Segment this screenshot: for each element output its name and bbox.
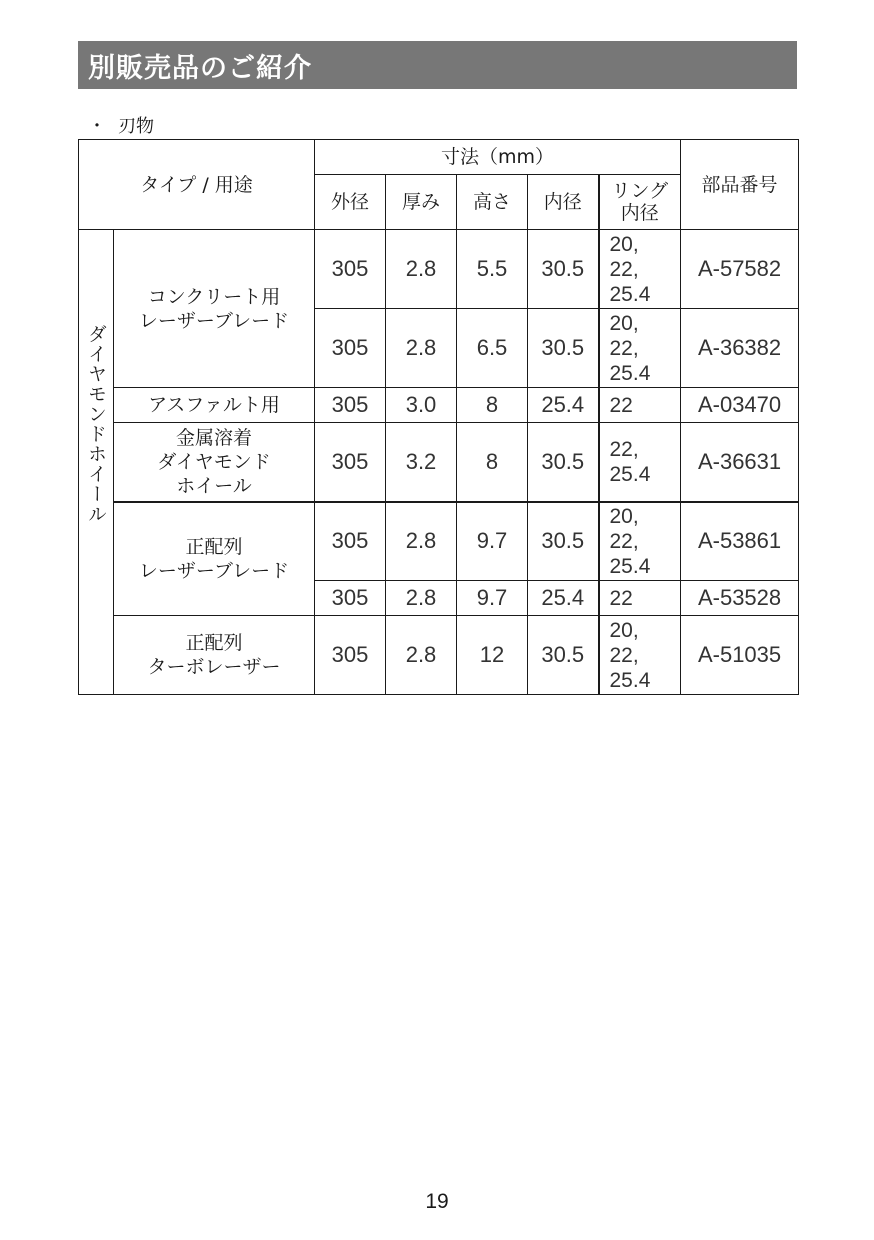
section-title-bar xyxy=(78,41,797,89)
ring-value: 20, xyxy=(609,311,639,335)
header-type-use: タイプ / 用途 xyxy=(79,140,315,230)
height-cell: 6.5 xyxy=(457,309,528,388)
outer-diameter-cell: 305 xyxy=(315,502,386,581)
thickness-cell: 2.8 xyxy=(386,230,457,309)
outer-diameter-cell: 305 xyxy=(315,423,386,502)
ring-value: 22, xyxy=(609,437,639,461)
ring-inner-diameter-cell xyxy=(599,230,681,309)
type-line: 正配列 xyxy=(185,535,243,558)
thickness-cell: 3.0 xyxy=(386,388,457,423)
inner-diameter-cell: 30.5 xyxy=(528,502,599,581)
type-cell xyxy=(114,388,315,423)
ring-value: 22, xyxy=(609,529,639,553)
inner-diameter-cell: 30.5 xyxy=(528,616,599,695)
thickness-cell: 2.8 xyxy=(386,581,457,616)
ring-value: 22, xyxy=(609,643,639,667)
ring-value: 25.4 xyxy=(609,462,651,486)
thickness-cell: 3.2 xyxy=(386,423,457,502)
header-inner-diameter: 内径 xyxy=(528,175,599,230)
type-line: 正配列 xyxy=(185,632,243,654)
type-line: コンクリート用 xyxy=(147,285,281,308)
ring-value: 20, xyxy=(609,232,639,256)
table-row xyxy=(79,230,799,309)
ring-inner-diameter-cell xyxy=(599,616,681,695)
outer-diameter-cell: 305 xyxy=(315,581,386,616)
subsection-label: 刃物 xyxy=(118,116,154,137)
thickness-cell: 2.8 xyxy=(386,502,457,581)
type-cell xyxy=(114,502,315,616)
outer-diameter-cell: 305 xyxy=(315,388,386,423)
ring-inner-diameter-cell xyxy=(599,502,681,581)
type-line: ホイール xyxy=(176,474,252,497)
header-thickness: 厚み xyxy=(386,175,457,230)
ring-value: 22, xyxy=(609,336,639,360)
part-number-cell: A-57582 xyxy=(681,230,799,309)
ring-value: 20, xyxy=(609,618,639,642)
category-cell xyxy=(79,230,114,695)
inner-diameter-cell: 25.4 xyxy=(528,388,599,423)
type-cell xyxy=(114,423,315,502)
height-cell: 9.7 xyxy=(457,502,528,581)
page-number: 19 xyxy=(425,1190,449,1213)
ring-value: 22, xyxy=(609,257,639,281)
header-height: 高さ xyxy=(457,175,528,230)
part-number-cell: A-03470 xyxy=(681,388,799,423)
outer-diameter-cell: 305 xyxy=(315,230,386,309)
height-cell: 12 xyxy=(457,616,528,695)
ring-value: 25.4 xyxy=(609,282,651,306)
type-line: レーザーブレード xyxy=(138,309,290,332)
outer-diameter-cell: 305 xyxy=(315,309,386,388)
category-label: ダイヤモンドホイール xyxy=(85,324,107,524)
inner-diameter-cell: 25.4 xyxy=(528,581,599,616)
header-ring-line1: リング xyxy=(611,180,669,202)
type-cell xyxy=(114,616,315,695)
table-row xyxy=(79,616,799,695)
type-line: 金属溶着 xyxy=(175,426,252,449)
header-outer-diameter: 外径 xyxy=(315,175,386,230)
ring-inner-diameter-cell xyxy=(599,423,681,502)
type-line: レーザーブレード xyxy=(138,559,290,582)
accessory-spec-table xyxy=(78,139,799,695)
subsection-heading xyxy=(88,112,154,138)
ring-inner-diameter-cell xyxy=(599,309,681,388)
bullet-icon: ・ xyxy=(88,116,106,137)
table-row xyxy=(79,423,799,502)
part-number-cell: A-36631 xyxy=(681,423,799,502)
type-line: ダイヤモンド xyxy=(157,450,271,473)
thickness-cell: 2.8 xyxy=(386,309,457,388)
ring-inner-diameter-cell xyxy=(599,581,681,616)
part-number-cell: A-53528 xyxy=(681,581,799,616)
header-dimensions: 寸法（mm） xyxy=(315,140,681,175)
type-line: ターボレーザー xyxy=(147,656,281,678)
ring-value: 25.4 xyxy=(609,554,651,578)
ring-value: 25.4 xyxy=(609,361,651,385)
part-number-cell: A-53861 xyxy=(681,502,799,581)
outer-diameter-cell: 305 xyxy=(315,616,386,695)
type-cell xyxy=(114,230,315,388)
ring-value: 22 xyxy=(609,586,633,610)
part-number-cell: A-51035 xyxy=(681,616,799,695)
table-row xyxy=(79,502,799,581)
header-ring-inner-diameter xyxy=(599,175,681,230)
header-ring-line2: 内径 xyxy=(620,202,659,224)
inner-diameter-cell: 30.5 xyxy=(528,309,599,388)
header-part-number: 部品番号 xyxy=(681,140,799,230)
inner-diameter-cell: 30.5 xyxy=(528,230,599,309)
type-line: アスファルト用 xyxy=(148,394,280,416)
page-title: 別販売品のご紹介 xyxy=(88,52,312,84)
thickness-cell: 2.8 xyxy=(386,616,457,695)
height-cell: 9.7 xyxy=(457,581,528,616)
ring-value: 25.4 xyxy=(609,668,651,692)
ring-inner-diameter-cell xyxy=(599,388,681,423)
height-cell: 5.5 xyxy=(457,230,528,309)
ring-value: 22 xyxy=(609,393,633,417)
part-number-cell: A-36382 xyxy=(681,309,799,388)
height-cell: 8 xyxy=(457,423,528,502)
inner-diameter-cell: 30.5 xyxy=(528,423,599,502)
height-cell: 8 xyxy=(457,388,528,423)
table-row xyxy=(79,388,799,423)
ring-value: 20, xyxy=(609,504,639,528)
